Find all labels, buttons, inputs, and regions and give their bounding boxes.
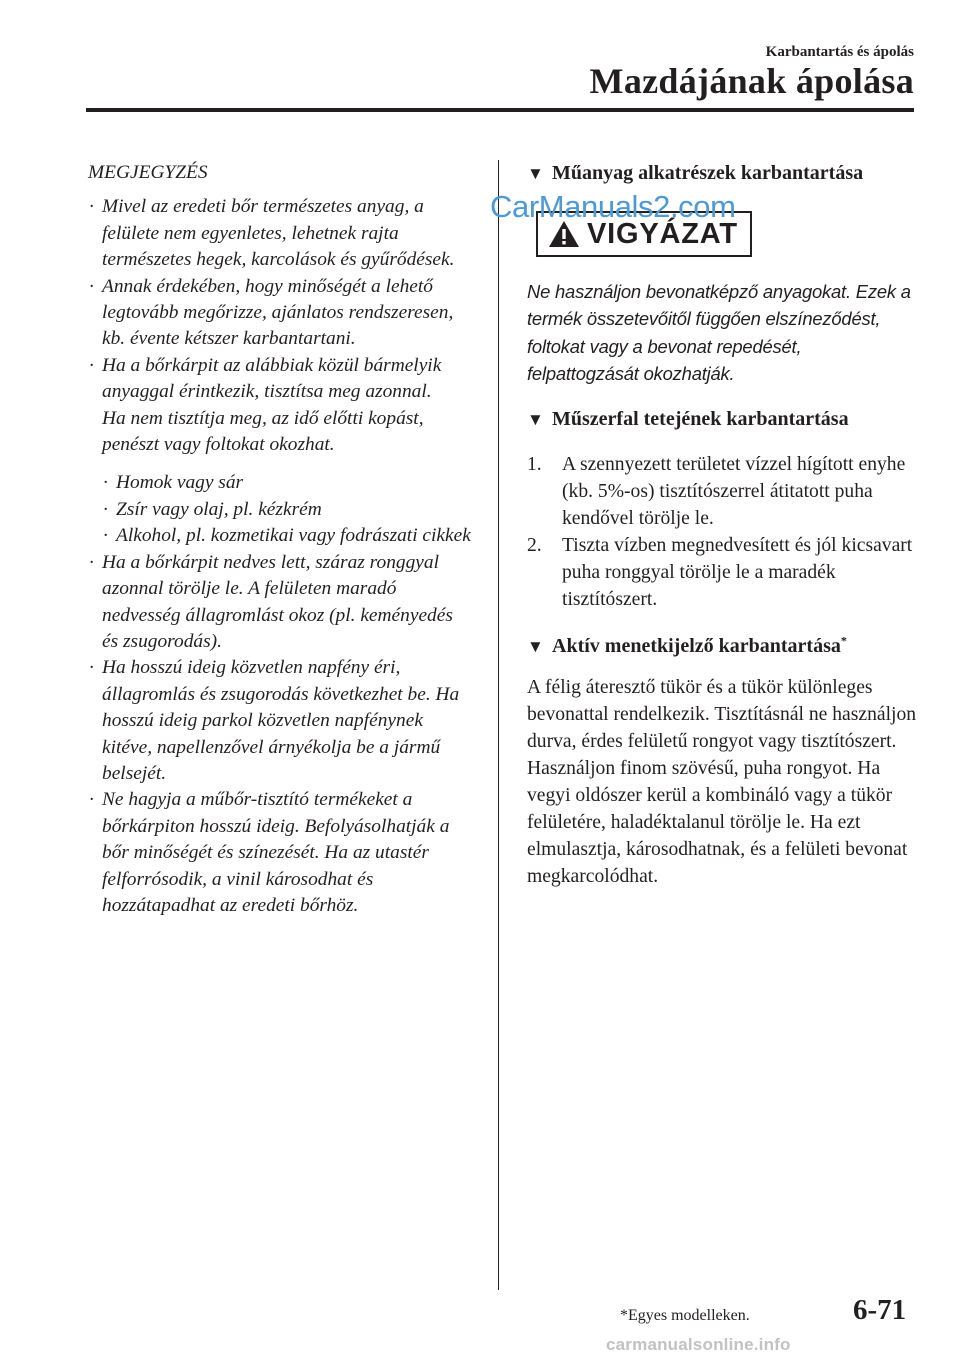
bullet-icon: · bbox=[89, 354, 94, 376]
bullet-icon: · bbox=[89, 789, 94, 811]
watermark-footer: carmanualsonline.info bbox=[606, 1335, 791, 1354]
bullet-icon: · bbox=[103, 498, 108, 520]
triangle-down-icon: ▼ bbox=[527, 636, 544, 656]
section-heading-dashboard: ▼ Műszerfal tetejének karbantartása bbox=[527, 406, 917, 433]
column-divider bbox=[498, 160, 499, 1290]
note-column bbox=[88, 160, 473, 919]
hud-paragraph: A félig áteresztő tükör és a tükör különleges bevonattal rendelkezik. Tisztításnál ne használjon durva, érdes felületű rongyot vagy tisztítószert. Használjon finom szövésű, puha rongyot. Ha vegyi oldószer kerül a kombináló vagy a tükör felületére, haladéktalanul törölje le. Ha ezt elmulasztja, károsodhatnak, és a felületi bevonat megkarcolódhat. bbox=[527, 676, 917, 887]
section-heading-hud: ▼ Aktív menetkijelző karbantartása* bbox=[527, 633, 917, 660]
note-item: · Ha hosszú ideig közvetlen napfény éri, állagromlás és zsugorodás következhet be. Ha hosszú ideig parkol közvetlen napfénynek kitéve, napellenzővel árnyékolja be a jármű belsejét. bbox=[89, 657, 460, 784]
section-header: Karbantartás és ápolás bbox=[765, 44, 914, 60]
bullet-icon: · bbox=[89, 196, 94, 218]
triangle-down-icon: ▼ bbox=[527, 409, 544, 429]
caution-label: VIGYÁZAT bbox=[587, 217, 738, 250]
section-heading-plastic: ▼ Műanyag alkatrészek karbantartása bbox=[527, 160, 917, 187]
note-item: · Ne hagyja a műbőr-tisztító termékeket a bőrkárpiton hosszú ideig. Befolyásolhatják a bőr minőségét és színezését. Ha az utastér felforrósodik, a vinil károsodhat és hozzátapadhat az eredeti bőrhöz. bbox=[89, 789, 450, 916]
footnote: *Egyes modelleken. bbox=[620, 1307, 750, 1324]
header-rule bbox=[86, 108, 914, 112]
note-item: · Mivel az eredeti bőr természetes anyag, a felülete nem egyenletes, lehetnek rajta természetes hegek, karcolások és gyűrődések. bbox=[89, 196, 455, 271]
bullet-icon: · bbox=[89, 551, 94, 573]
steps-list bbox=[527, 451, 917, 613]
note-subitem: · Zsír vagy olaj, pl. kézkrém bbox=[102, 497, 473, 523]
step-item: 2. Tiszta vízben megnedvesített és jól kicsavart puha ronggyal törölje le a maradék tisztítószert. bbox=[527, 534, 913, 610]
bullet-icon: · bbox=[103, 472, 108, 494]
caution-text: Ne használjon bevonatképző anyagokat. Ezek a termék összetevőitől függően elszíneződést, foltokat vagy a bevonat repedését, felpattogzását okozhatják. bbox=[527, 281, 911, 385]
note-item: · Annak érdekében, hogy minőségét a lehető legtovább megőrizze, ajánlatos rendszeresen, kb. évente kétszer karbantartani. bbox=[89, 275, 454, 350]
note-subitem: · Alkohol, pl. kozmetikai vagy fodrászati cikkek bbox=[102, 523, 473, 549]
page-number: 6-71 bbox=[853, 1294, 907, 1326]
note-item-continuation: Ha nem tisztítja meg, az idő előtti kopást, penészt vagy foltokat okozhat. bbox=[102, 407, 424, 456]
page-title: Mazdájának ápolása bbox=[589, 61, 914, 101]
bullet-icon: · bbox=[103, 525, 108, 547]
note-item: · Ha a bőrkárpit nedves lett, száraz ronggyal azonnal törölje le. A felületen maradó nedvesség állagromlást okoz (pl. keményedés és zsugorodás). bbox=[89, 551, 453, 652]
bullet-icon: · bbox=[89, 275, 94, 297]
bullet-icon: · bbox=[89, 657, 94, 679]
note-item: · Ha a bőrkárpit az alábbiak közül bármelyik anyaggal érintkezik, tisztítsa meg azonnal. bbox=[89, 354, 442, 403]
step-item: 1. A szennyezett területet vízzel hígított enyhe (kb. 5%-os) tisztítószerrel átitatott puha kendővel törölje le. bbox=[527, 453, 906, 529]
watermark-text: CarManuals2.com bbox=[490, 189, 736, 224]
triangle-down-icon: ▼ bbox=[527, 164, 544, 183]
note-subitem: · Homok vagy sár bbox=[102, 470, 473, 496]
content-column bbox=[527, 160, 917, 890]
note-title: MEGJEGYZÉS bbox=[88, 162, 208, 183]
